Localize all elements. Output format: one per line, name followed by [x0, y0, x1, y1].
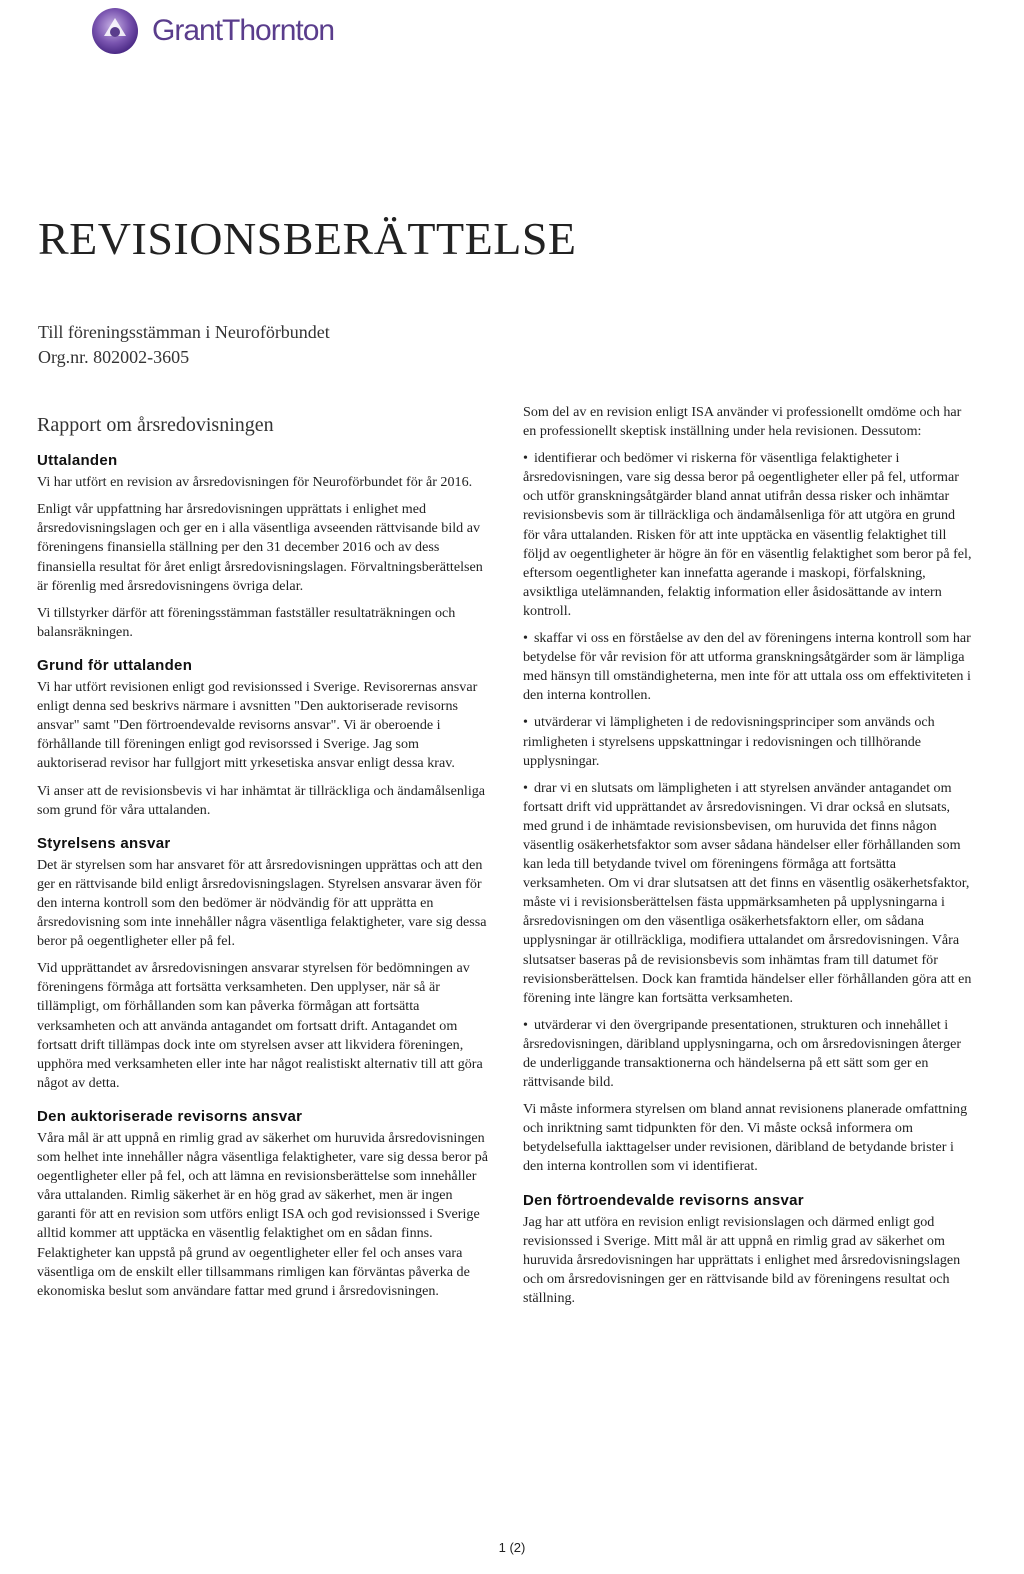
- page-title: REVISIONSBERÄTTELSE: [38, 213, 577, 264]
- paragraph: Jag har att utföra en revision enligt revisionslagen och därmed enligt god revisionssed i Sverige. Mitt mål är att uppnå en rimlig grad av säkerhet om huruvida årsredovisningen har upprättats i enlighet med årsredovisningslagen och om årsredovisningen ger en rättvisande bild av föreningens resultat och ställning.: [523, 1213, 961, 1307]
- paragraph: Vi har utfört revisionen enligt god revisionssed i Sverige. Revisorernas ansvar enligt denna sed beskrivs närmare i avsnitten "Den auktoriserade revisorns ansvar" samt "Den förtroendevalde revisorns ansvar". Vi är oberoende i förhållande till föreningen enligt god revisorssed i Sverige. Jag som auktoriserad revisor har fullgjort mitt yrkesetiska ansvar enligt dessa krav.: [37, 679, 478, 772]
- section-heading-uttalanden: Uttalanden: [37, 452, 118, 470]
- bullet-list: [523, 449, 975, 1092]
- org-number: Org.nr. 802002-3605: [38, 347, 190, 367]
- logo-text: GrantThornton: [152, 14, 335, 47]
- list-item: • skaffar vi oss en förståelse av den del av föreningens interna kontroll som har betydelse för vår revision för att utforma granskningsåtgärder som är lämpliga med hänsyn till omständigheterna, men inte för att uttala oss om effektiviteten i den interna kontrollen.: [523, 630, 971, 704]
- paragraph: Det är styrelsen som har ansvaret för att årsredovisningen upprättas och att den ger en rättvisande bild enligt årsredovisningslagen. Styrelsen ansvarar även för den interna kontroll som den bedömer är nödvändig för att upprätta en årsredovisning som inte innehåller några väsentliga felaktigheter, vare sig dessa beror på oegentligheter eller på fel.: [37, 856, 487, 950]
- page-number: 1 (2): [498, 1540, 526, 1555]
- paragraph: Enligt vår uppfattning har årsredovisningen upprättats i enlighet med årsredovisningslagen och ger en i alla väsentliga avseenden rättvisande bild av föreningens finansiella ställning per den 31 december 2016 och av dess finansiella resultat för året enligt årsredovisningslagen. Förvaltningsberättelsen är förenlig med årsredovisningens övriga delar.: [37, 501, 483, 594]
- section-heading-styrelsens-ansvar: Styrelsens ansvar: [37, 834, 171, 852]
- paragraph: Vi har utfört en revision av årsredovisningen för Neuroförbundet för år 2016.: [37, 474, 473, 491]
- paragraph: Vi anser att de revisionsbevis vi har inhämtat är tillräckliga och ändamålsenliga som grund för våra uttalanden.: [37, 782, 486, 818]
- intro-paragraph: Som del av en revision enligt ISA använder vi professionellt omdöme och har en professionellt skeptisk inställning under hela revisionen. Dessutom:: [523, 404, 962, 440]
- bullet-icon: •: [523, 779, 528, 796]
- section-heading-auktoriserade-revisorns-ansvar: Den auktoriserade revisorns ansvar: [37, 1107, 303, 1125]
- addressee-line: Till föreningsstämman i Neuroförbundet: [38, 322, 330, 342]
- list-item: • identifierar och bedömer vi riskerna för väsentliga felaktigheter i årsredovisningen, vare sig dessa beror på oegentligheter eller på fel, utformar och utför granskningsåtgärder bland annat utifrån dessa risker och inhämtar revisionsbevis som är tillräckliga och ändamålsenliga för att utgöra en grund för våra uttalanden. Risken för att inte upptäcka en väsentlig felaktighet till följd av oegentligheter är högre än för en väsentlig felaktighet som beror på fel, eftersom oegentligheter kan innefatta agerande i maskopi, förfalskning, avsiktliga utelämnanden, felaktig information eller åsidosättande av intern kontroll.: [523, 450, 972, 619]
- bullet-icon: •: [523, 630, 528, 647]
- list-item: • utvärderar vi lämpligheten i de redovisningsprinciper som används och rimligheten i styrelsens uppskattningar i redovisningen och tillhörande upplysningar.: [523, 714, 935, 769]
- right-column: [523, 403, 975, 1316]
- grant-thornton-logo-icon: [90, 6, 140, 56]
- list-item: • utvärderar vi den övergripande presentationen, strukturen och innehållet i årsredovisningen, däribland upplysningarna, och om årsredovisningen återger de underliggande transaktionerna och händelserna på ett sätt som ger en rättvisande bild.: [523, 1016, 962, 1091]
- section-heading-grund: Grund för uttalanden: [37, 656, 193, 674]
- paragraph: Våra mål är att uppnå en rimlig grad av säkerhet om huruvida årsredovisningen som helhet inte innehåller några väsentliga felaktigheter, vare sig dessa beror på oegentligheter eller på fel, och att lämna en revisionsberättelse som innehåller våra uttalanden. Rimlig säkerhet är en hög grad av säkerhet, men är ingen garanti för att en revision som utförs enligt ISA och god revisionssed i Sverige alltid kommer att upptäcka en väsentlig felaktighet om en sådan finns. Felaktigheter kan uppstå på grund av oegentligheter eller fel och anses vara väsentliga om de enskilt eller tillsammans rimligen kan förväntas påverka de ekonomiska beslut som användare fattar med grund i årsredovisningen.: [37, 1130, 489, 1299]
- paragraph: Vid upprättandet av årsredovisningen ansvarar styrelsen för bedömningen av föreningens förmåga att fortsätta verksamheten. Den upplyser, när så är tillämpligt, om förhållanden som kan påverka förmågan att fortsätta verksamheten och att använda antagandet om fortsatt drift. Antagandet om fortsatt drift tillämpas dock inte om styrelsen avser att likvidera föreningen, upphöra med verksamheten eller inte har något realistiskt alternativ till att göra något av detta.: [37, 960, 483, 1091]
- list-item: • drar vi en slutsats om lämpligheten i att styrelsen använder antagandet om fortsatt drift vid upprättandet av årsredovisningen. Vi drar också en slutsats, med grund i de inhämtade revisionsbevisen, om huruvida det finns någon väsentlig osäkerhetsfaktor som avser sådana händelser eller förhållanden som kan leda till betydande tvivel om föreningens förmåga att fortsätta verksamheten. Om vi drar slutsatsen att det finns en väsentlig osäkerhetsfaktor, måste vi i revisionsberättelsen fästa uppmärksamheten på upplysningarna i årsredovisningen om den väsentliga osäkerhetsfaktorn eller, om sådana upplysningar är otillräckliga, modifiera uttalandet om årsredovisningen. Våra slutsatser baseras på de revisionsbevis som inhämtas fram till datumet för revisionsberättelsen. Dock kan framtida händelser eller förhållanden göra att en förening inte längre kan fortsätta verksamheten.: [523, 779, 972, 1006]
- bullet-icon: •: [523, 450, 528, 467]
- paragraph: Vi måste informera styrelsen om bland annat revisionens planerade omfattning och inriktning samt tidpunkten för den. Vi måste också informera om betydelsefulla iakttagelser under revisionen, däribland de betydande brister i den interna kontrollen som vi identifierat.: [523, 1101, 968, 1175]
- report-title: Rapport om årsredovisningen: [37, 414, 274, 436]
- grant-thornton-logo: [90, 6, 334, 56]
- bullet-icon: •: [523, 1016, 528, 1033]
- left-column: [37, 416, 492, 1309]
- addressee-block: [38, 320, 330, 370]
- bullet-icon: •: [523, 714, 528, 731]
- paragraph: Vi tillstyrker därför att föreningsstämman fastställer resultaträkningen och balansräkningen.: [37, 604, 456, 640]
- section-heading-fortroendevalde-revisorns-ansvar: Den förtroendevalde revisorns ansvar: [523, 1191, 804, 1209]
